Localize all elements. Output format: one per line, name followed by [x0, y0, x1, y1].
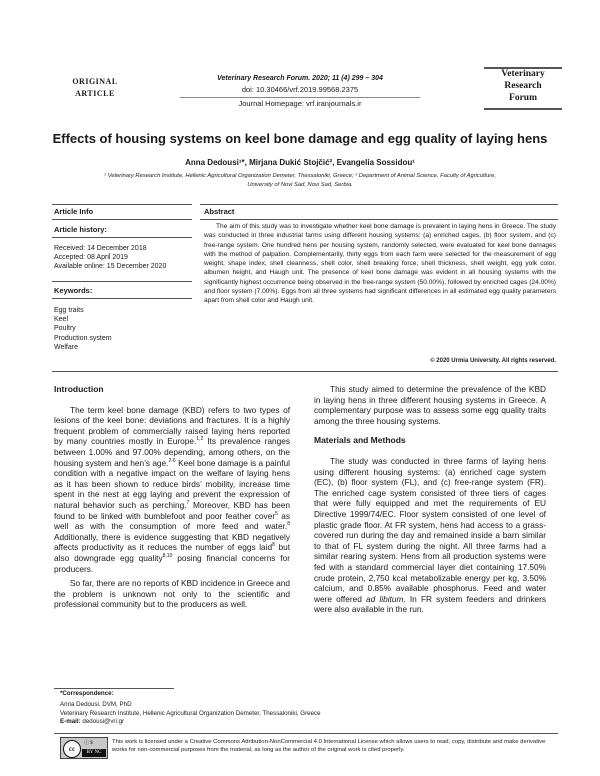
citation[interactable]: 1,2	[196, 436, 204, 443]
accepted-date: Accepted: 08 April 2019	[54, 254, 128, 262]
license-rule	[54, 733, 558, 734]
keywords-rule	[52, 298, 192, 299]
article-info-heading: Article Info	[54, 207, 94, 216]
journal-header	[170, 73, 430, 110]
license-terms: BY NC	[82, 749, 106, 757]
keywords-top-rule	[52, 281, 192, 282]
doi-link[interactable]: doi: 10.30466/vrf.2019.99568.2375	[241, 85, 359, 94]
abstract-top-rule	[200, 204, 558, 205]
copyright-notice: © 2020 Urmia University. All rights reserved.	[430, 358, 556, 364]
email-link[interactable]: dedousi@vri.gr	[82, 717, 125, 725]
keyword-item: Welfare	[54, 343, 78, 351]
abstract-text: The aim of this study was to investigate whether keel bone damage is prevalent in laying hens in Greece. The study was conducted in three industrial farms using different housing systems: (a) enriched cages, (b) floor system, and (c) free-range system. One hundred hens per housing system, randomly selected, were evaluated for keel bone damages with the method of palpation. Complementarily, thirty eggs from each farm were selected for the measurement of egg weight, shape index, shell cleanness, shell color, shell breaking force, shell thickness, shell weight, egg yolk color, albumen height, and Haugh unit. The presence of keel bone damage was evident in all housing systems with the significantly highest occurrence being observed in the free-range system (50.00%), followed by enriched cages (24.00%) and floor system (7.00%). Eggs from all three systems had significant differences in all estimated egg quality parameters apart from shell color and Haugh unit.	[204, 223, 556, 305]
abstract-heading: Abstract	[204, 207, 235, 216]
keyword-item: Production system	[54, 334, 112, 342]
keyword-item: Keel	[54, 316, 69, 324]
keyword-item: Egg traits	[54, 307, 84, 314]
license-text: This work is licensed under a Creative Commons Attribution-NonCommercial 4.0 International License which allows users to read, copy, distribute and make derivative works for non-commercial purposes from the material, as long as the author of the original work is cited properly.	[112, 739, 546, 754]
box-bottom-rule	[52, 371, 558, 372]
available-date: Available online: 15 December 2020	[54, 263, 167, 271]
keywords-heading: Keywords:	[54, 286, 93, 295]
correspondence-email: E-mail: dedousi@vri.gr	[60, 717, 125, 725]
received-date: Received: 14 December 2018	[54, 245, 147, 252]
abstract-heading-rule	[200, 219, 558, 220]
citation[interactable]: 8,10	[162, 553, 173, 560]
citation[interactable]: 2-6	[168, 457, 176, 464]
by-icon: ⓘ $	[84, 741, 93, 746]
article-type: ORIGINAL ARTICLE	[72, 77, 118, 98]
box-top-rule	[52, 204, 192, 205]
journal-homepage-link[interactable]: Journal Homepage: vrf.iranjournals.ir	[238, 99, 362, 108]
history-rule	[52, 237, 192, 238]
correspondence-heading: *Correspondence:	[60, 690, 114, 697]
introduction-paragraph: The term keel bone damage (KBD) refers to two types of lesions of the keel bone: deviations and fractures. It is a highly frequent problem of commercially raised laying hens reported by many countries mostly in Europe.$^{1,2}$ Its prevalence ranges between 1.00% and 97.00% depending, among others, on the housing system and hen’s age.$^{2-6}$ Keel bone damage is a painful condition with a negative impact on the welfare of laying hens as it has been shown to reduce birds’ mobility, increase time spent in the nest at egg laying and prevent the expression of natural behavior such as perching.$^7$ Moreover, KBD has been found to be linked with bumblefoot and poor feather cover$^5$ as well as with the consumption of more feed and water.$^8$ Additionally, there is evidence suggesting that KBD negatively affects productivity as it reduces the number of eggs laid$^8$ but also downgrade egg quality$^{8,10}$ posing financial concerns for producers.	[54, 404, 291, 574]
journal-logo: Veterinary Research Forum	[501, 69, 545, 103]
article-history	[54, 244, 194, 272]
right-column	[314, 384, 546, 615]
article-history-heading: Article history:	[54, 225, 107, 234]
paper-affiliations: ¹ Veterinary Research Institute, Hellenic Agricultural Organization Demeter, Thessaloniki, Greece; ² Department of Animal Science, Faculty of Agriculture, University of Novi Sad, Novi Sad, Serbia.	[104, 173, 496, 188]
citation[interactable]: 5	[275, 510, 278, 517]
introduction-section	[54, 384, 290, 610]
correspondence-block	[60, 690, 560, 726]
citation[interactable]: 8	[272, 542, 275, 549]
footnote-rule	[54, 688, 174, 689]
paper-authors: Anna Dedousi¹*, Mirjana Dukić Stojčić², Evangelia Sossidou¹	[185, 158, 415, 167]
info-heading-rule	[52, 219, 192, 220]
introduction-paragraph: So far, there are no reports of KBD incidence in Greece and the problem is unknown not only to the scientific and professional community but to the producers as well.	[54, 578, 290, 610]
methods-paragraph: The study was conducted in three farms of laying hens using different housing systems: (a) enriched cage system (EC), (b) floor system (FL), and (c) free-range system (FR). The enriched cage system consisted of three tiers of cages that were fully equipped and met the requirements of EU Directive 1999/74/EC. Floor system consisted of one level of plastic grade floor. At FR system, hens had access to a grass-covered run during the day and remained inside a barn similar to that of FL system during the night. All three farms had a similar rearing system. Hens from all production systems were fed with a standard commercial layer diet containing 17.50% crude protein, 2,750 kcal metabolizable energy per kg, 3.50% calcium, and 0.85% available phosphorus. Feed and water were offered ad libitum. In FR system feeders and drinkers were also available in the run.	[314, 455, 546, 615]
correspondence-affiliation: Veterinary Research Institute, Hellenic Agricultural Organization Demeter, Thessaloniki, Greece	[60, 709, 321, 717]
paper-title: Effects of housing systems on keel bone damage and egg quality of laying hens	[52, 131, 548, 146]
keyword-item: Poultry	[54, 325, 76, 333]
methods-heading: Materials and Methods	[314, 435, 406, 446]
journal-reference: Veterinary Research Forum. 2020; 11 (4) 299 – 304	[217, 75, 383, 82]
citation[interactable]: 8	[287, 521, 290, 528]
keywords-list	[54, 306, 194, 352]
introduction-heading: Introduction	[54, 384, 104, 394]
aim-paragraph: This study aimed to determine the prevalence of the KBD in laying hens in three different housing systems in Greece. A complementary purpose was to assess some egg quality traits among the three housing systems.	[314, 384, 546, 426]
cc-icon: cc	[63, 740, 81, 758]
creative-commons-badge[interactable]	[60, 737, 108, 759]
correspondence-name: Anna Dedousi. DVM, PhD	[60, 701, 132, 709]
logo-bottom-rule	[484, 108, 562, 110]
citation[interactable]: 7	[186, 500, 190, 507]
